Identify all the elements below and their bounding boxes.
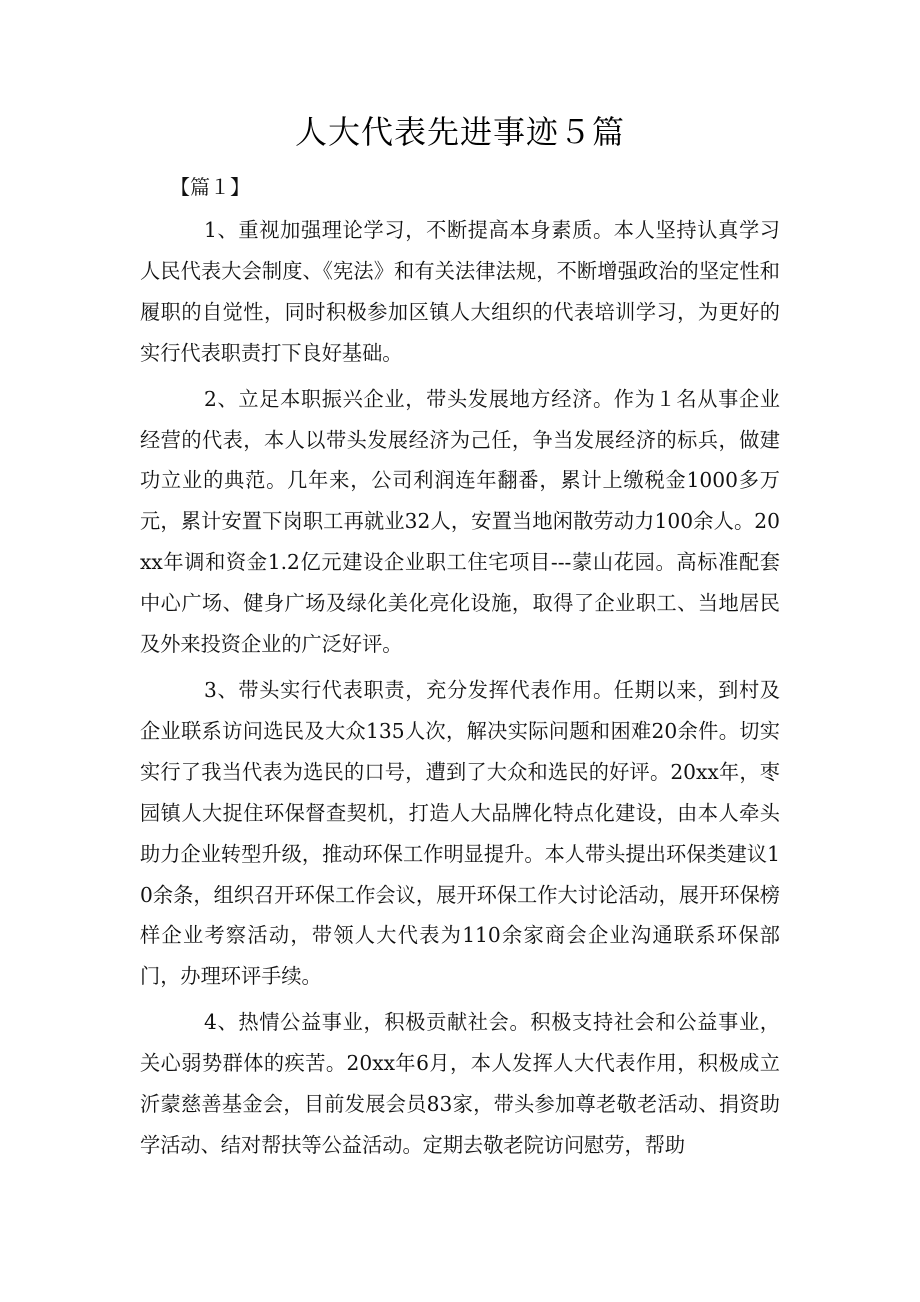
document-title: 人大代表先进事迹５篇	[294, 113, 625, 151]
document-body	[140, 210, 780, 1171]
paragraph-1: 1、重视加强理论学习，不断提高本身素质。本人坚持认真学习人民代表大会制度、《宪法》和有关法律法规，不断增强政治的坚定性和履职的自觉性，同时积极参加区镇人大组织的代表培训学习，为更好的实行代表职责打下良好基础。	[140, 218, 780, 365]
paragraph-3: 3、带头实行代表职责，充分发挥代表作用。任期以来，到村及企业联系访问选民及大众135人次，解决实际问题和困难20余件。切实实行了我当代表为选民的口号，遭到了大众和选民的好评。20xx年，枣园镇人大捉住环保督查契机，打造人大品牌化特点化建设，由本人牵头助力企业转型升级，推动环保工作明显提升。本人带头提出环保类建议10余条，组织召开环保工作会议，展开环保工作大讨论活动，展开环保榜样企业考察活动，带领人大代表为110余家商会企业沟通联系环保部门，办理环评手续。	[140, 677, 780, 989]
paragraph-2: 2、立足本职振兴企业，带头发展地方经济。作为１名从事企业经营的代表，本人以带头发展经济为己任，争当发展经济的标兵，做建功立业的典范。几年来，公司利润连年翻番，累计上缴税金1000多万元，累计安置下岗职工再就业32人，安置当地闲散劳动力100余人。20xx年调和资金1.2亿元建设企业职工住宅项目---蒙山花园。高标准配套中心广场、健身广场及绿化美化亮化设施，取得了企业职工、当地居民及外来投资企业的广泛好评。	[140, 386, 780, 657]
paragraph-4: 4、热情公益事业，积极贡献社会。积极支持社会和公益事业，关心弱势群体的疾苦。20xx年6月，本人发挥人大代表作用，积极成立沂蒙慈善基金会，目前发展会员83家，带头参加尊老敬老活动、捐资助学活动、结对帮扶等公益活动。定期去敬老院访问慰劳，帮助	[140, 1010, 780, 1157]
section-heading: 【篇１】	[170, 175, 250, 199]
